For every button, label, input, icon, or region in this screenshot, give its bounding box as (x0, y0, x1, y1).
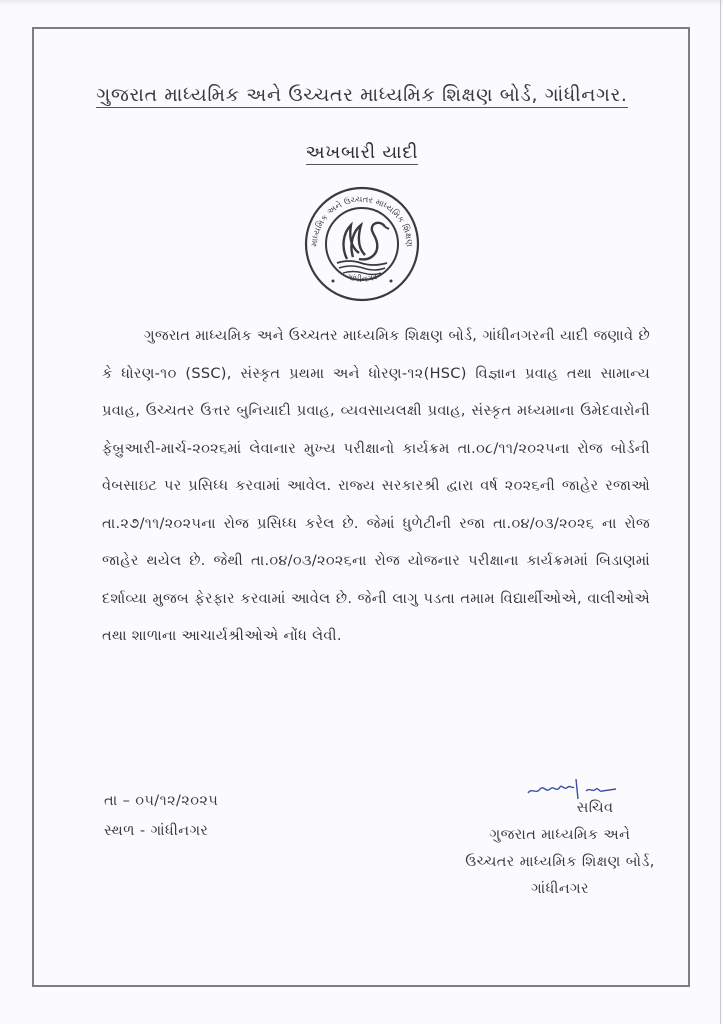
release-place: સ્થળ - ગાંધીનગર (104, 823, 209, 839)
signatory-org-line-3: ગાંધીનગર (531, 881, 589, 897)
scan-right-edge (720, 0, 721, 1024)
press-release-body (102, 318, 650, 656)
press-release-body-text: ગુજરાત માધ્યમિક અને ઉચ્ચતર માધ્યમિક શિક્ષણ બોર્ડ, ગાંધીનગરની યાદી જણાવે છે કે ધોરણ-૧૦ (SSC), સંસ્કૃત પ્રથમા અને ધોરણ-૧૨(HSC) વિજ્ઞાન પ્રવાહ તથા સામાન્ય પ્રવાહ, ઉચ્ચતર ઉત્તર બુનિયાદી પ્રવાહ, વ્યવસાયલક્ષી પ્રવાહ, સંસ્કૃત મધ્યમાના ઉમેદવારોની ફેબ્રુઆરી-માર્ચ-૨૦૨૬માં લેવાનાર મુખ્ય પરીક્ષાનો કાર્યક્રમ તા.૦૮/૧૧/૨૦૨૫ના રોજ બોર્ડની વેબસાઇટ પર પ્રસિધ્ધ કરવામાં આવેલ. રાજ્ય સરકારશ્રી દ્વારા વર્ષ ૨૦૨૬ની જાહેર રજાઓ તા.૨૭/૧૧/૨૦૨૫ના રોજ પ્રસિધ્ધ કરેલ છે. જેમાં ધુળેટીની રજા તા.૦૪/૦૩/૨૦૨૬ ના રોજ જાહેર થયેલ છે. જેથી તા.૦૪/૦૩/૨૦૨૬ના રોજ યોજનાર પરીક્ષાના કાર્યક્રમમાં બિડાણમાં દર્શાવ્યા મુજબ ફેરફાર કરવામાં આવેલ છે. જેની લાગુ પડતા તમામ વિદ્યાર્થીઓએ, વાલીઓએ તથા શાળાના આચાર્યશ્રીઓએ નોંધ લેવી. (102, 328, 650, 644)
svg-text:માધ્યમિક અને ઉચ્ચતર માધ્યમિક શ: માધ્યમિક અને ઉચ્ચતર માધ્યમિક શિક્ષણ (309, 194, 415, 248)
release-date: તા – ૦૫/૧૨/૨૦૨૫ (104, 793, 219, 809)
signatory-block (440, 795, 680, 903)
signatory-org-line-1: ગુજરાત માધ્યમિક અને (489, 827, 631, 843)
press-release-heading (32, 142, 692, 163)
scan-top-shadow (0, 0, 723, 6)
board-title (32, 84, 692, 106)
press-release-heading-text: અખબારી યાદી (305, 142, 419, 163)
svg-text:ગાંધીનગર: ગાંધીનગર (345, 271, 380, 285)
signatory-designation: સચિવ (576, 800, 614, 816)
board-title-text: ગુજરાત માધ્યમિક અને ઉચ્ચતર માધ્યમિક શિક્ષણ બોર્ડ, ગાંધીનગર. (96, 84, 628, 106)
board-seal-icon (303, 185, 421, 303)
signatory-org-line-2: ઉચ્ચતર માધ્યમિક શિક્ષણ બોર્ડ, (465, 854, 655, 870)
